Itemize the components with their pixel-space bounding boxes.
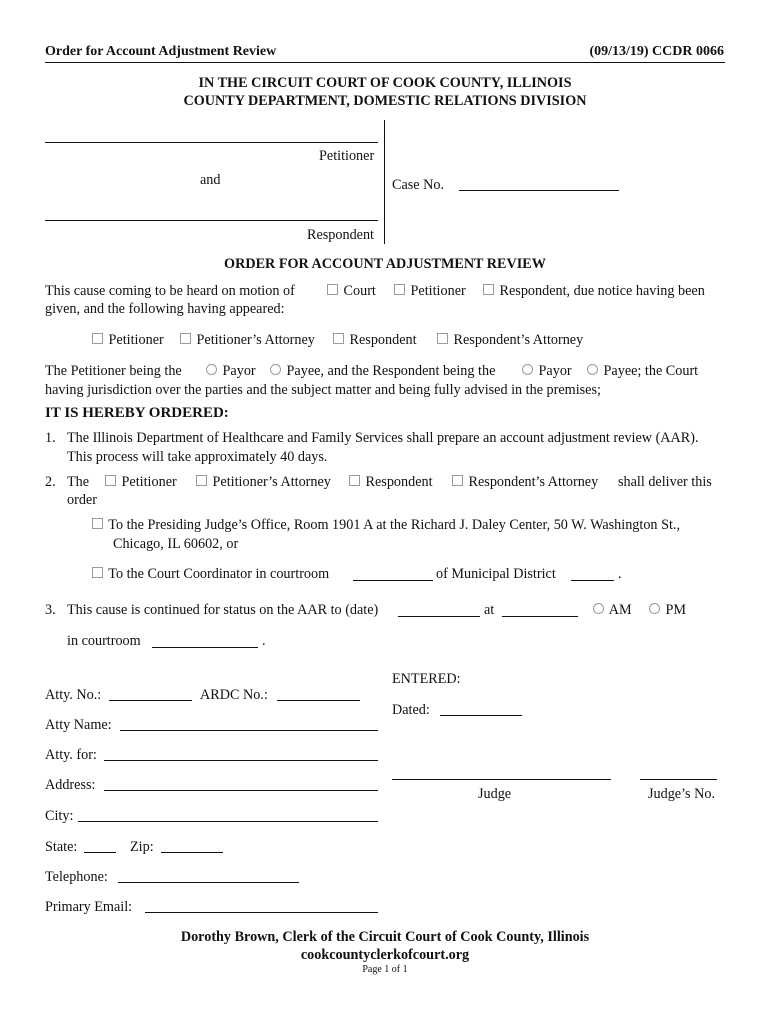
court-line-2: COUNTY DEPARTMENT, DOMESTIC RELATIONS DIVISION: [183, 93, 587, 109]
payee-label: Payee; the Court: [603, 363, 699, 379]
appeared-petitioners-attorney-checkbox[interactable]: [180, 332, 315, 349]
appeared-petitioner-checkbox[interactable]: [92, 332, 164, 349]
petitioner-payee-radio[interactable]: [270, 363, 495, 380]
payee-label: Payee, and the Respondent being the: [286, 363, 496, 379]
address-label: Address:: [45, 777, 96, 793]
status-date-field[interactable]: [398, 616, 480, 617]
checkbox-icon[interactable]: [105, 475, 116, 486]
pm-label: PM: [665, 602, 687, 618]
court-option-label: Court: [343, 283, 376, 299]
checkbox-icon[interactable]: [437, 333, 448, 344]
deliver-respondent-checkbox[interactable]: [349, 474, 433, 491]
item-3-number: 3.: [45, 602, 56, 618]
deliver-respondent-label: Respondent: [365, 474, 433, 490]
am-radio[interactable]: [593, 602, 632, 619]
checkbox-icon[interactable]: [452, 475, 463, 486]
municipal-district-field[interactable]: [571, 580, 614, 581]
case-no-label: Case No.: [392, 177, 445, 193]
appeared-petitioner-label: Petitioner: [108, 332, 164, 348]
item-2-the: The: [67, 474, 90, 490]
page-number: Page 1 of 1: [362, 964, 408, 975]
deliver-presiding-judge-checkbox[interactable]: [92, 517, 680, 534]
presiding-judge-label: To the Presiding Judge’s Office, Room 1901 A at the Richard J. Daley Center, 50 W. Washington St.,: [108, 517, 680, 533]
ardc-no-label: ARDC No.:: [200, 687, 268, 703]
telephone-field[interactable]: [118, 882, 299, 883]
city-label: City:: [45, 808, 74, 824]
entered-label: ENTERED:: [392, 671, 461, 687]
presiding-judge-line-2: Chicago, IL 60602, or: [113, 536, 239, 552]
deliver-petitioner-checkbox[interactable]: [105, 474, 177, 491]
deliver-court-coordinator-checkbox[interactable]: [92, 566, 329, 583]
item-3-period: .: [262, 633, 266, 649]
payor-label: Payor: [222, 363, 256, 379]
checkbox-icon[interactable]: [483, 284, 494, 295]
motion-petitioner-checkbox[interactable]: [394, 283, 466, 300]
respondent-option-label: Respondent, due notice having been: [499, 283, 705, 299]
item-3-text: This cause is continued for status on the AAR to (date): [67, 602, 379, 618]
form-title: Order for Account Adjustment Review: [45, 44, 277, 59]
primary-email-field[interactable]: [145, 912, 378, 913]
dated-label: Dated:: [392, 702, 430, 718]
petitioner-option-label: Petitioner: [410, 283, 466, 299]
deliver-text: shall deliver this: [618, 474, 712, 490]
deliver-petitioners-attorney-checkbox[interactable]: [196, 474, 331, 491]
header-rule: [45, 62, 725, 63]
ardc-no-field[interactable]: [277, 700, 360, 701]
address-field[interactable]: [104, 790, 378, 791]
payor-label: Payor: [538, 363, 572, 379]
state-field[interactable]: [84, 852, 116, 853]
motion-respondent-checkbox[interactable]: [483, 283, 705, 300]
and-label: and: [200, 172, 221, 188]
atty-name-field[interactable]: [120, 730, 378, 731]
atty-no-label: Atty. No.:: [45, 687, 102, 703]
appeared-respondents-attorney-checkbox[interactable]: [437, 332, 583, 349]
in-courtroom-label: in courtroom: [67, 633, 141, 649]
radio-icon[interactable]: [587, 364, 598, 375]
atty-for-field[interactable]: [104, 760, 378, 761]
petitioner-label: Petitioner: [319, 148, 375, 164]
radio-icon[interactable]: [522, 364, 533, 375]
primary-email-label: Primary Email:: [45, 899, 133, 915]
respondent-payee-radio[interactable]: [587, 363, 698, 380]
atty-name-label: Atty Name:: [45, 717, 112, 733]
ordered-heading: IT IS HEREBY ORDERED:: [45, 405, 229, 421]
city-field[interactable]: [78, 821, 378, 822]
checkbox-icon[interactable]: [333, 333, 344, 344]
appeared-petitioners-attorney-label: Petitioner’s Attorney: [196, 332, 315, 348]
appeared-respondent-checkbox[interactable]: [333, 332, 417, 349]
intro-line-2-text: given, and the following having appeared:: [45, 301, 285, 317]
state-label: State:: [45, 839, 78, 855]
item-1-line-1: The Illinois Department of Healthcare and Family Services shall prepare an account adjustment review (AAR).: [67, 430, 699, 446]
courtroom-field[interactable]: [353, 580, 433, 581]
roles-text: The Petitioner being the: [45, 363, 182, 379]
checkbox-icon[interactable]: [92, 518, 103, 529]
judges-no-field[interactable]: [640, 779, 717, 780]
status-courtroom-field[interactable]: [152, 647, 258, 648]
municipal-district-label: of Municipal District: [436, 566, 556, 582]
judge-signature-field[interactable]: [392, 779, 611, 780]
deliver-respondents-attorney-label: Respondent’s Attorney: [468, 474, 599, 490]
checkbox-icon[interactable]: [92, 333, 103, 344]
atty-for-label: Atty. for:: [45, 747, 97, 763]
form-code: (09/13/19) CCDR 0066: [589, 44, 724, 59]
item-2-order: order: [67, 492, 97, 508]
atty-no-field[interactable]: [109, 700, 192, 701]
clerk-line: Dorothy Brown, Clerk of the Circuit Court of Cook County, Illinois: [180, 929, 590, 945]
court-line-1: IN THE CIRCUIT COURT OF COOK COUNTY, ILLINOIS: [198, 75, 572, 91]
deliver-petitioners-attorney-label: Petitioner’s Attorney: [212, 474, 331, 490]
petitioner-name-field[interactable]: [45, 142, 378, 143]
appeared-respondents-attorney-label: Respondent’s Attorney: [453, 332, 584, 348]
item-2-number: 2.: [45, 474, 56, 490]
case-no-field[interactable]: [459, 190, 619, 191]
judge-label: Judge: [478, 786, 512, 802]
dated-field[interactable]: [440, 715, 522, 716]
at-label: at: [484, 602, 495, 618]
radio-icon[interactable]: [206, 364, 217, 375]
radio-icon[interactable]: [270, 364, 281, 375]
zip-field[interactable]: [161, 852, 223, 853]
motion-court-checkbox[interactable]: [327, 283, 376, 300]
radio-icon[interactable]: [593, 603, 604, 614]
order-title: ORDER FOR ACCOUNT ADJUSTMENT REVIEW: [224, 256, 546, 272]
respondent-payor-radio[interactable]: [522, 363, 572, 380]
roles-line-2: having jurisdiction over the parties and the subject matter and being fully advised in the premises;: [45, 382, 601, 398]
item-2-period: .: [618, 566, 622, 582]
checkbox-icon[interactable]: [349, 475, 360, 486]
checkbox-icon[interactable]: [92, 567, 103, 578]
status-time-field[interactable]: [502, 616, 578, 617]
judges-no-label: Judge’s No.: [648, 786, 715, 802]
pm-radio[interactable]: [649, 602, 686, 619]
respondent-label: Respondent: [307, 227, 374, 243]
telephone-label: Telephone:: [45, 869, 108, 885]
clerk-website: cookcountyclerkofcourt.org: [300, 947, 470, 963]
checkbox-icon[interactable]: [394, 284, 405, 295]
checkbox-icon[interactable]: [327, 284, 338, 295]
item-1-line-2: This process will take approximately 40 days.: [67, 449, 328, 465]
respondent-name-field[interactable]: [45, 220, 378, 221]
deliver-respondents-attorney-checkbox[interactable]: [452, 474, 598, 491]
item-1-number: 1.: [45, 430, 56, 446]
court-coordinator-label: To the Court Coordinator in courtroom: [108, 566, 330, 582]
checkbox-icon[interactable]: [180, 333, 191, 344]
zip-label: Zip:: [130, 839, 154, 855]
appeared-respondent-label: Respondent: [349, 332, 417, 348]
am-label: AM: [608, 602, 632, 618]
radio-icon[interactable]: [649, 603, 660, 614]
intro-line-1-text: This cause coming to be heard on motion of: [45, 283, 295, 299]
deliver-petitioner-label: Petitioner: [121, 474, 177, 490]
checkbox-icon[interactable]: [196, 475, 207, 486]
caption-divider: [384, 120, 385, 244]
petitioner-payor-radio[interactable]: [206, 363, 256, 380]
